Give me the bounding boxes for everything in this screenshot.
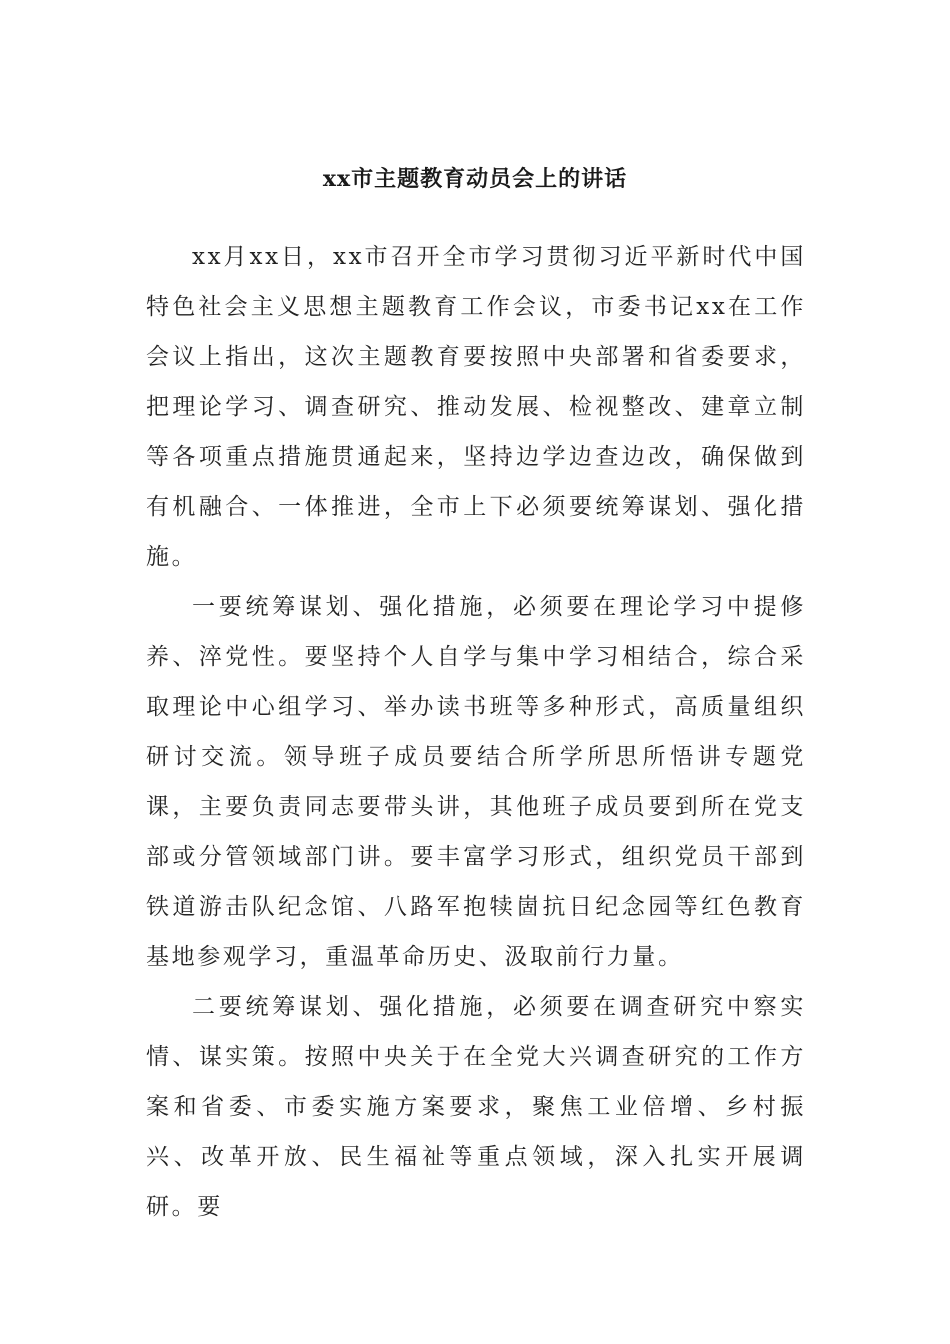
- paragraph-theory-study: 一要统筹谋划、强化措施，必须要在理论学习中提修养、淬党性。要坚持个人自学与集中学习相结合，综合采取理论中心组学习、举办读书班等多种形式，高质量组织研讨交流。领导班子成员要结合所学所思所悟讲专题党课，主要负责同志要带头讲，其他班子成员要到所在党支部或分管领域部门讲。要丰富学习形式，组织党员干部到铁道游击队纪念馆、八路军抱犊崮抗日纪念园等红色教育基地参观学习，重温革命历史、汲取前行力量。: [146, 594, 806, 970]
- document-body: [146, 232, 806, 1232]
- paragraph-research: 二要统筹谋划、强化措施，必须要在调查研究中察实情、谋实策。按照中央关于在全党大兴调查研究的工作方案和省委、市委实施方案要求，聚焦工业倍增、乡村振兴、改革开放、民生福祉等重点领域，深入扎实开展调研。要: [146, 994, 806, 1220]
- paragraph-intro: xx月xx日，xx市召开全市学习贯彻习近平新时代中国特色社会主义思想主题教育工作会议，市委书记xx在工作会议上指出，这次主题教育要按照中央部署和省委要求，把理论学习、调查研究、推动发展、检视整改、建章立制等各项重点措施贯通起来，坚持边学边查边改，确保做到有机融合、一体推进，全市上下必须要统筹谋划、强化措施。: [146, 244, 806, 570]
- document-title: xx市主题教育动员会上的讲话: [322, 166, 628, 192]
